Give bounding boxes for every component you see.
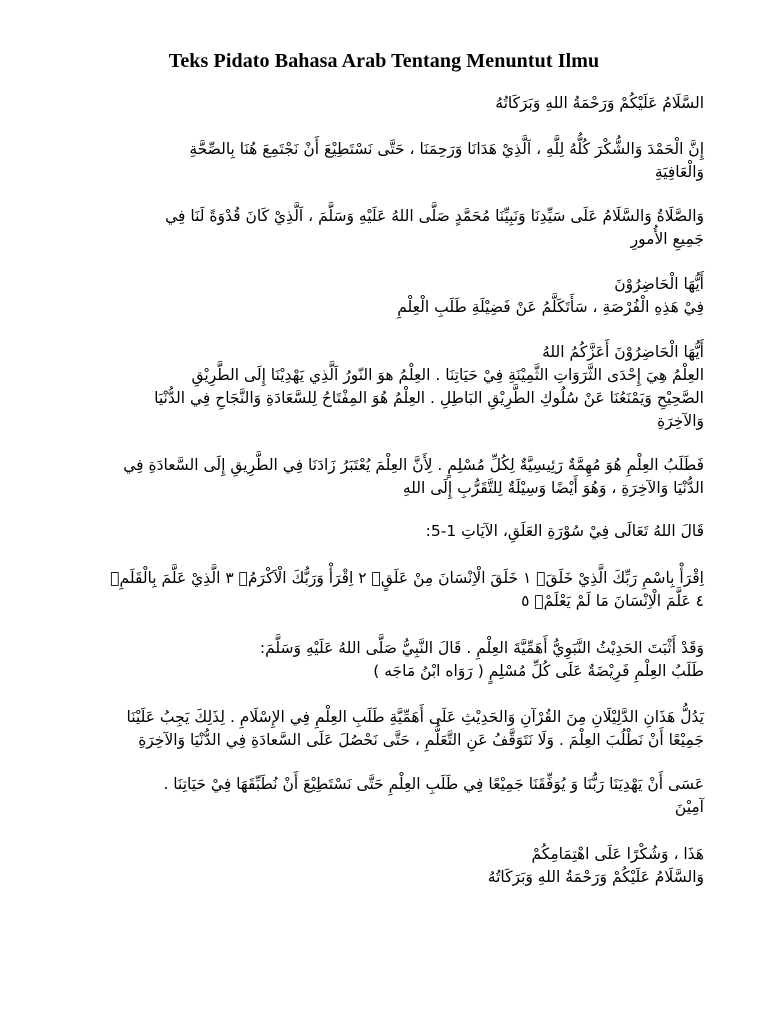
paragraph-prayer	[130, 773, 704, 819]
paragraph-hamdalah	[130, 138, 704, 184]
paragraph-opening	[130, 92, 704, 115]
text-line: وَقَدْ أَثْبَتَ الحَدِيْثُ النَّبَوِيُّ أَهَمِّيَّةَ العِلْمِ . قَالَ النَّبِيُّ صَلَّى اللهُ عَلَيْهِ وَسَلَّمَ:	[259, 639, 704, 657]
text-line: اِقْرَأْ بِاسْمِ رَبِّكَ الَّذِيْ خَلَقَۚ ١ خَلَقَ الْاِنْسَانَ مِنْ عَلَقٍۚ ٢ اِقْرَأْ وَرَبُّكَ الْاَكْرَمُۙ ٣ الَّذِيْ عَلَّمَ بِالْقَلَمِۙ	[110, 569, 704, 587]
text-line: إِنَّ الْحَمْدَ وَالشُّكْرَ كُلُّهُ لِلَّهِ ، اَلَّذِيْ هَدَانَا وَرَحِمَنَا ، حَتَّى نَسْتَطِيْعَ أَنْ نَجْتَمِعَ هُنَا بِالصِّحَّةِ	[189, 140, 704, 158]
paragraph-salawat	[130, 205, 704, 251]
paragraph-hadith	[130, 637, 704, 683]
text-line: ٤ عَلَّمَ الْاِنْسَانَ مَا لَمْ يَعْلَمْۗ ٥	[521, 592, 704, 610]
text-line: يَدُلُّ هَذَانِ الدَّلِيْلَانِ مِنَ القُرْآنِ وَالحَدِيْثِ عَلَى أَهَمِّيَّةِ طَلَبِ العِلْمِ فِي الإِسْلَامِ . لِذَلِكَ يَجِبُ عَلَيْنَا	[126, 708, 704, 726]
paragraph-address2	[130, 341, 704, 433]
paragraph-address1	[130, 273, 704, 319]
text-line: طَلَبُ العِلْمِ فَرِيْضَةٌ عَلَى كُلِّ مُسْلِمٍ ( رَوَاه ابْنُ مَاجَه )	[373, 662, 704, 680]
text-line: وَالصَّلَاةُ وَالسَّلَامُ عَلَى سَيِّدِنَا وَنَبِيِّنَا مُحَمَّدٍ صَلَّى اللهُ عَلَيْهِ وَسَلَّمَ ، اَلَّذِيْ كَانَ قُدْوَةً لَنَا فِي	[165, 207, 704, 225]
text-line: فَطَلَبُ العِلْمِ هُوَ مُهِمَّةٌ رَئِيسِيَّةٌ لِكُلِّ مُسْلِمٍ . لِأَنَّ العِلْمَ يُعْتَبَرُ زَادَنَا فِي الطَّرِيقِ إِلَى السَّعادَةِ فِي	[123, 456, 704, 474]
text-line: قَالَ اللهُ تَعَالَى فِيْ سُوْرَةِ العَلَقِ، الآيَاتِ 1-5:	[425, 522, 704, 540]
text-line: أَيُّهَا الْحَاضِرُوْنَ	[614, 275, 704, 293]
text-line: السَّلَامُ عَلَيْكُمْ وَرَحْمَةُ اللهِ وَبَرَكَاتُهُ	[495, 94, 704, 112]
text-line: وَالْعَافِيَةِ	[654, 163, 704, 181]
text-line: العِلْمُ هِيَ إِحْدَى الثَّرَوَاتِ الثَّمِيْنَةِ فِيْ حَيَاتِنَا . العِلْمُ هوَ النّورُ اَلَّذِي يَهْدِيْنَا إِلَى الطَّرِيْقِ	[191, 366, 704, 384]
text-line: الصَّحِيْحِ وَيَمْنَعُنَا عَنْ سُلُوكِ الطَّرِيْقِ البَاطِلِ . العِلْمُ هُوَ المِفْتَاحُ لِلسَّعَادَةِ وَالنَّجَاحِ فِي الدُّنْيَا	[154, 389, 704, 407]
text-line: جَمِيْعًا أَنْ نَطْلُبَ العِلْمَ . وَلَا نَتَوَقَّفُ عَنِ التَّعَلُّمِ ، حَتَّى نَحْصُلَ عَلَى السَّعادَةِ فِي الدُّنْيَا وَالآخِرَةِ	[138, 731, 704, 749]
text-line: آمِيْنَ	[674, 798, 704, 816]
text-line: أَيُّهَا الْحَاضِرُوْنَ أَعَزَّكُمُ اللهُ	[542, 343, 704, 361]
text-line: عَسَى أَنْ يَهْدِيَنَا رَبُّنَا وَ يُوَفِّقَنَا جَمِيْعًا فِي طَلَبِ العِلْمِ حَتَّى نَسْتَطِيْعَ أَنْ نُطَبِّقَهَا فِيْ حَيَاتِنَا .	[163, 775, 704, 793]
paragraph-quran	[110, 567, 704, 613]
paragraph-quran-intro	[130, 520, 704, 543]
text-line: فِيْ هَذِهِ الْفُرْصَةِ ، سَأَتَكَلَّمُ عَنْ فَضِيْلَةِ طَلَبِ الْعِلْمِ	[397, 298, 704, 316]
document-title: Teks Pidato Bahasa Arab Tentang Menuntut Ilmu	[168, 50, 600, 72]
text-line: الدُّنْيَا وَالآخِرَةِ ، وَهُوَ أَيْضًا وَسِيْلَةٌ لِلتَّقَرُّبِ إِلَى اللهِ	[402, 479, 704, 497]
speech-body	[110, 92, 704, 911]
text-line: هَذَا ، وَشُكْرًا عَلَى اهْتِمَامِكُمْ	[531, 845, 704, 863]
text-line: وَالآخِرَةِ	[657, 412, 704, 430]
text-line: جَمِيعِ الأُمورِ	[630, 230, 704, 248]
paragraph-evidence	[126, 706, 704, 752]
paragraph-duty	[123, 454, 704, 500]
paragraph-closing	[130, 843, 704, 889]
text-line: وَالسَّلَامُ عَلَيْكُمْ وَرَحْمَةُ اللهِ وَبَرَكَاتُهُ	[487, 868, 704, 886]
